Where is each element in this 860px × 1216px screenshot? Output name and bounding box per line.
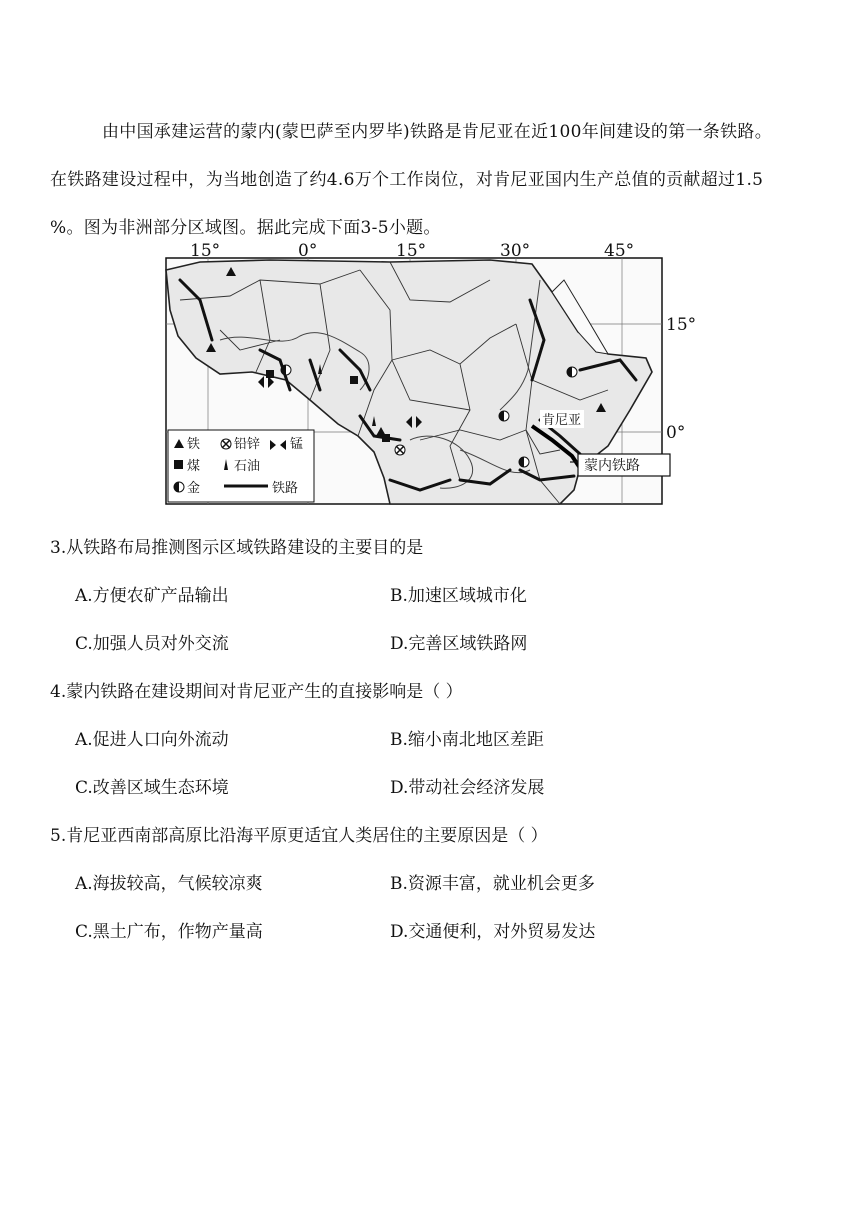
- question-5-option-c[interactable]: C.黑土广布，作物产量高: [75, 922, 263, 942]
- africa-map-figure: [160, 240, 700, 508]
- longitude-label-15w: 15°: [190, 241, 221, 261]
- legend-coal: 煤: [187, 459, 201, 474]
- longitude-label-30e: 30°: [500, 241, 531, 261]
- coal-symbol: [350, 376, 358, 384]
- question-3-option-b[interactable]: B.加速区域城市化: [390, 586, 527, 606]
- question-5-stem: 5.肯尼亚西南部高原比沿海平原更适宜人类居住的主要原因是（ ）: [50, 826, 548, 846]
- africa-map: [160, 240, 700, 508]
- question-3-option-d[interactable]: D.完善区域铁路网: [390, 634, 528, 654]
- intro-line-3: %。图为非洲部分区域图。据此完成下面3-5小题。: [50, 218, 441, 238]
- intro-line-1: 由中国承建运营的蒙内(蒙巴萨至内罗毕)铁路是肯尼亚在近100年间建设的第一条铁路。: [102, 122, 773, 142]
- legend-lead-zinc: 铅锌: [234, 437, 261, 452]
- question-4-option-b[interactable]: B.缩小南北地区差距: [390, 730, 544, 750]
- question-3-option-a[interactable]: A.方便农矿产品输出: [75, 586, 229, 606]
- coal-symbol: [382, 434, 390, 442]
- question-5-option-b[interactable]: B.资源丰富，就业机会更多: [390, 874, 595, 894]
- legend-coal-icon: [174, 460, 183, 469]
- longitude-label-15e: 15°: [396, 241, 427, 261]
- latitude-label-15n: 15°: [666, 315, 697, 335]
- intro-line-2: 在铁路建设过程中，为当地创造了约4.6万个工作岗位，对肯尼亚国内生产总值的贡献超过1.5: [50, 170, 764, 190]
- kenya-label: 肯尼亚: [542, 413, 582, 428]
- coal-symbol: [266, 370, 274, 378]
- legend-iron: 铁: [187, 437, 201, 452]
- map-legend: [168, 430, 314, 502]
- question-3-option-c[interactable]: C.加强人员对外交流: [75, 634, 229, 654]
- legend-railway: 铁路: [272, 481, 299, 496]
- lead-zinc-symbols: [395, 445, 405, 455]
- legend-manganese: 锰: [290, 437, 304, 452]
- question-4-option-a[interactable]: A.促进人口向外流动: [75, 730, 229, 750]
- legend-oil: 石油: [234, 459, 261, 474]
- intro-paragraph: [50, 108, 820, 252]
- legend-gold: 金: [187, 481, 201, 496]
- question-4-option-d[interactable]: D.带动社会经济发展: [390, 778, 545, 798]
- question-3-stem: 3.从铁路布局推测图示区域铁路建设的主要目的是: [50, 538, 424, 558]
- question-4-stem: 4.蒙内铁路在建设期间对肯尼亚产生的直接影响是（ ）: [50, 682, 463, 702]
- question-5-option-d[interactable]: D.交通便利，对外贸易发达: [390, 922, 596, 942]
- question-4-option-c[interactable]: C.改善区域生态环境: [75, 778, 229, 798]
- railway-label: 蒙内铁路: [584, 458, 640, 474]
- longitude-label-45e: 45°: [604, 241, 635, 261]
- latitude-label-0: 0°: [666, 423, 686, 443]
- question-5-option-a[interactable]: A.海拔较高，气候较凉爽: [75, 874, 263, 894]
- longitude-label-0: 0°: [298, 241, 318, 261]
